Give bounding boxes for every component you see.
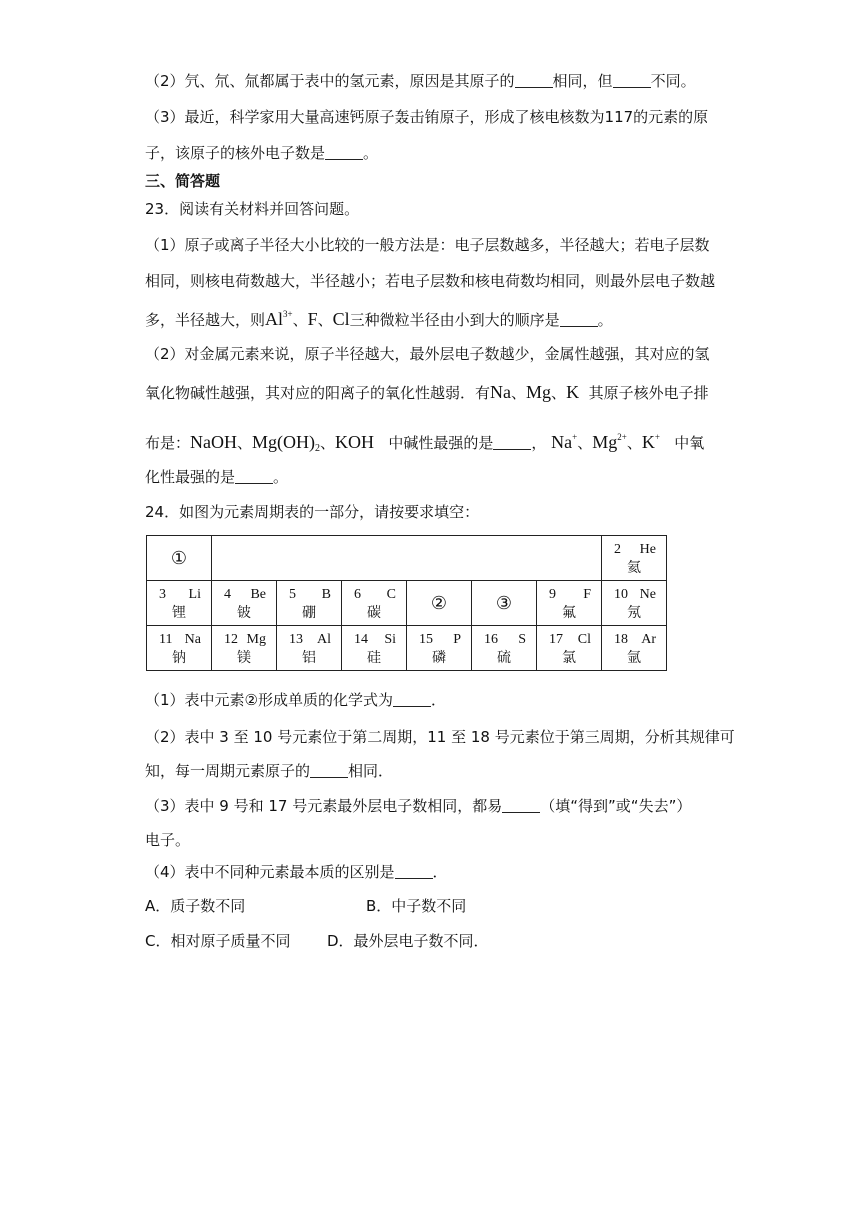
periodic-table	[146, 535, 667, 671]
answer-blank[interactable]	[325, 145, 363, 160]
element-symbol: B	[321, 587, 331, 602]
comma: ，	[531, 434, 547, 452]
answer-blank[interactable]	[235, 469, 273, 484]
element-cell-ne	[602, 581, 667, 626]
q23-part1-text-b: 三种微粒半径由小到大的顺序是	[349, 311, 560, 329]
answer-blank[interactable]	[395, 864, 433, 879]
ion-al-charge: 3+	[283, 309, 293, 319]
q22-part2	[145, 71, 696, 91]
compound-mgoh2: Mg(OH)	[252, 432, 316, 452]
q23-part2-line4	[145, 467, 288, 487]
element-symbol: Si	[384, 632, 396, 647]
ion-k: K	[641, 432, 655, 452]
ion-al: Al	[265, 309, 284, 329]
element-cell-p	[407, 626, 472, 671]
section-heading-short-answer: 三、简答题	[145, 172, 221, 190]
q22-part3-text: 子，该原子的核外电子数是	[145, 144, 326, 162]
atomic-number: 14	[354, 632, 368, 647]
atomic-number: 13	[289, 632, 303, 647]
option-a[interactable]: A．质子数不同	[145, 897, 246, 915]
atomic-number: 9	[549, 587, 556, 602]
element-name: 铍	[237, 605, 251, 621]
element-name: 氯	[562, 650, 576, 666]
ion-mg: Mg	[592, 432, 618, 452]
q23-part2-text-d: 中碱性最强的是	[388, 434, 494, 452]
element-cell-s	[472, 626, 537, 671]
element-name: 硫	[497, 650, 511, 666]
ion-k-charge: +	[654, 432, 660, 442]
element-name: 氟	[562, 605, 576, 621]
element-cell-li	[147, 581, 212, 626]
atomic-number: 15	[419, 632, 433, 647]
q23-part2-end: 。	[273, 468, 289, 486]
element-cell-na	[147, 626, 212, 671]
periodic-table-row-1	[147, 536, 667, 581]
q22-part3-line2	[145, 143, 378, 163]
element-name: 镁	[237, 650, 251, 666]
element-name: 铝	[302, 650, 316, 666]
compound-koh: KOH	[335, 432, 375, 452]
table-gap	[212, 536, 602, 581]
q22-part2-text-b: 相同，但	[552, 72, 613, 90]
atom-f: F	[307, 309, 318, 329]
ion-na: Na	[551, 432, 573, 452]
element-name: 氖	[627, 605, 641, 621]
q22-part3-end: 。	[363, 144, 379, 162]
element-cell-he	[602, 536, 667, 581]
q23-part1-line3	[145, 304, 613, 330]
answer-blank[interactable]	[613, 73, 651, 88]
atomic-number: 3	[159, 587, 166, 602]
atomic-number: 16	[484, 632, 498, 647]
atomic-number: 6	[354, 587, 361, 602]
element-label-circle-2: ②	[430, 592, 448, 614]
q24-title: 24．如图为元素周期表的一部分，请按要求填空：	[145, 503, 480, 521]
element-name: 硼	[302, 605, 316, 621]
element-name: 氩	[627, 650, 641, 666]
element-label-circle-3: ③	[495, 592, 513, 614]
q24-sub3-hint: （填“得到”或“失去”）	[540, 797, 692, 815]
answer-blank[interactable]	[560, 312, 598, 327]
periodic-table-row-2	[147, 581, 667, 626]
q23-part2-text: 氧化物碱性越强，其对应的阳离子的氧化性越弱．有	[145, 384, 491, 402]
q23-part1-text: 多，半径越大，则	[145, 311, 266, 329]
element-cell-ar	[602, 626, 667, 671]
ion-na-charge: +	[572, 432, 578, 442]
element-cell-2	[407, 581, 472, 626]
q23-part2-text-b: 其原子核外电子排	[588, 384, 709, 402]
q23-part2-line2: 氧化物碱性越强，其对应的阳离子的氧化性越弱．有Na、Mg、K 其原子核外电子排	[145, 382, 709, 402]
q23-part1-line2: 相同，则核电荷数越大，半径越小；若电子层数和核电荷数均相同，则最外层电子数越	[145, 272, 716, 290]
element-cell-b	[277, 581, 342, 626]
answer-blank[interactable]	[502, 798, 540, 813]
element-na: Na	[490, 382, 512, 402]
q24-sub2-text: 知，每一周期元素原子的	[145, 762, 311, 780]
element-k: K	[566, 382, 580, 402]
element-symbol: Ne	[639, 587, 656, 602]
atomic-number: 10	[614, 587, 628, 602]
q23-part1-end: 。	[597, 311, 613, 329]
atomic-number: 12	[224, 632, 238, 647]
element-symbol: S	[518, 632, 526, 647]
q24-sub2-end: 相同．	[348, 762, 394, 780]
q23-title: 23．阅读有关材料并回答问题。	[145, 200, 360, 218]
q24-sub4-text: （4）表中不同种元素最本质的区别是	[145, 863, 395, 881]
q24-sub1-text: （1）表中元素②形成单质的化学式为	[145, 691, 393, 709]
q23-part2-line1: （2）对金属元素来说，原子半径越大，最外层电子数越少，金属性越强，其对应的氢	[145, 345, 710, 363]
ion-mg-charge: 2+	[617, 432, 627, 442]
element-name: 氦	[627, 560, 641, 576]
element-name: 磷	[432, 650, 446, 666]
element-cell-si	[342, 626, 407, 671]
element-symbol: He	[639, 542, 656, 557]
element-name: 钠	[172, 650, 186, 666]
q24-sub2-line2	[145, 761, 393, 781]
element-label-circle-1: ①	[170, 547, 188, 569]
element-cell-al	[277, 626, 342, 671]
answer-blank[interactable]	[493, 435, 531, 450]
q24-sub2-line1: （2）表中 3 至 10 号元素位于第二周期，11 至 18 号元素位于第三周期，分析其规律可	[145, 728, 735, 746]
answer-blank[interactable]	[393, 692, 431, 707]
q23-part2-text-c: 布是：	[145, 434, 191, 452]
element-symbol: Ar	[641, 632, 656, 647]
q24-sub3-line2: 电子。	[145, 831, 191, 849]
element-cell-mg	[212, 626, 277, 671]
q23-part2-line3: 布是：NaOH、$Mg(OH)_2$、KOH 中碱性最强的是 ， Na+、$Mg^{2+}$、K+ 中氧	[145, 432, 705, 454]
element-symbol: Cl	[577, 632, 591, 647]
q23-part2-text-e: 中氧	[674, 434, 705, 452]
q22-part2-text-c: 不同。	[650, 72, 696, 90]
q24-sub1-end: ．	[431, 691, 447, 709]
element-cell-3	[472, 581, 537, 626]
element-name: 硅	[367, 650, 381, 666]
option-c[interactable]: C．相对原子质量不同	[145, 932, 291, 950]
element-cell-f	[537, 581, 602, 626]
element-name: 碳	[367, 605, 381, 621]
compound-mgoh2-subscript: 2	[315, 443, 321, 454]
answer-blank[interactable]	[515, 73, 553, 88]
atomic-number: 18	[614, 632, 628, 647]
periodic-table-row-3	[147, 626, 667, 671]
q24-sub4	[145, 862, 448, 882]
q22-part2-text-a: （2）氕、氘、氚都属于表中的氢元素，原因是其原子的	[145, 72, 515, 90]
q24-sub1	[145, 690, 446, 710]
option-b[interactable]: B．中子数不同	[366, 897, 467, 915]
element-symbol: Al	[317, 632, 331, 647]
element-symbol: F	[583, 587, 591, 602]
q23-part1-line1: （1）原子或离子半径大小比较的一般方法是：电子层数越多，半径越大；若电子层数	[145, 236, 710, 254]
atom-cl: Cl	[332, 309, 350, 329]
element-mg: Mg	[526, 382, 552, 402]
element-symbol: Be	[250, 587, 266, 602]
element-name: 锂	[172, 605, 186, 621]
atomic-number: 2	[614, 542, 621, 557]
q22-part3-line1: （3）最近，科学家用大量高速钙原子轰击铕原子，形成了核电核数为117的元素的原	[145, 108, 709, 126]
element-symbol: Li	[188, 587, 201, 602]
element-cell-cl	[537, 626, 602, 671]
element-symbol: C	[386, 587, 396, 602]
element-symbol: Mg	[246, 632, 266, 647]
compound-naoh: NaOH	[190, 432, 238, 452]
element-cell-be	[212, 581, 277, 626]
separator: 、	[292, 311, 308, 329]
option-d[interactable]: D．最外层电子数不同．	[327, 932, 489, 950]
element-cell-1	[147, 536, 212, 581]
q24-sub4-end: ．	[432, 863, 448, 881]
q24-sub3-line1	[145, 796, 691, 816]
separator: 、	[317, 311, 333, 329]
q23-part2-text-f: 化性最强的是	[145, 468, 236, 486]
atomic-number: 17	[549, 632, 563, 647]
q24-sub3-text: （3）表中 9 号和 17 号元素最外层电子数相同，都易	[145, 797, 503, 815]
atomic-number: 11	[159, 632, 173, 647]
element-symbol: P	[453, 632, 461, 647]
element-symbol: Na	[184, 632, 201, 647]
atomic-number: 5	[289, 587, 296, 602]
atomic-number: 4	[224, 587, 231, 602]
answer-blank[interactable]	[310, 763, 348, 778]
element-cell-c	[342, 581, 407, 626]
